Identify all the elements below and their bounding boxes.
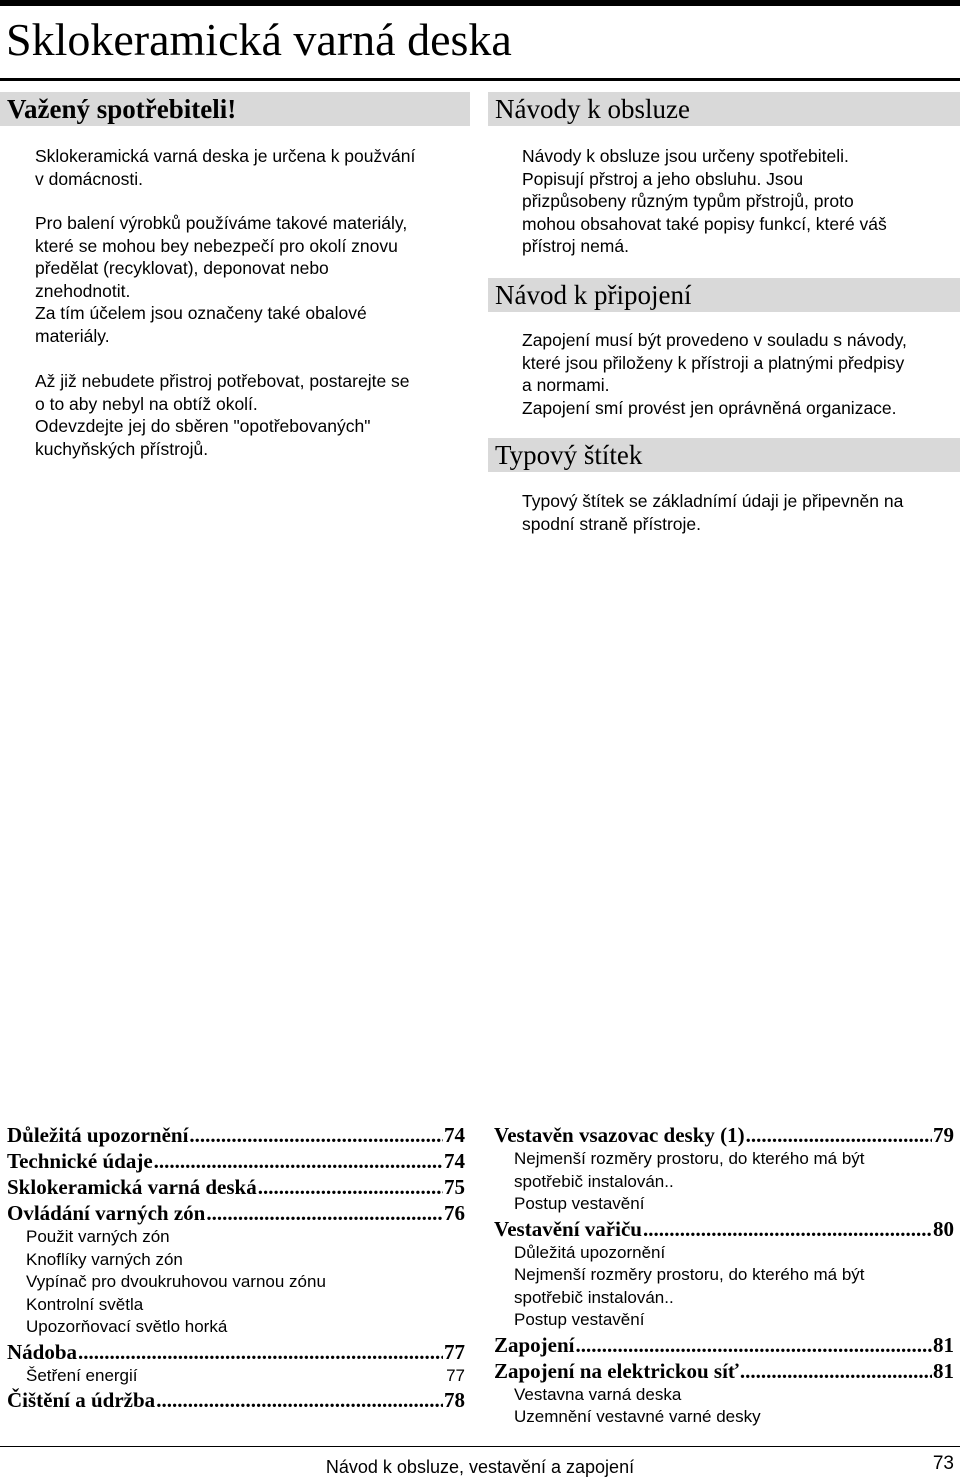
- toc-entry[interactable]: [7, 1387, 465, 1413]
- toc-entry-text: Důležitá upozornění: [7, 1123, 189, 1147]
- text-line: o to aby nebyl na obtíž okolí.: [35, 393, 258, 414]
- toc-subentry[interactable]: [7, 1365, 465, 1388]
- toc-leader-dots: [746, 1122, 932, 1148]
- paragraph-intro: [35, 145, 415, 190]
- text-line: spodní straně přístroje.: [522, 513, 701, 534]
- toc-subentry[interactable]: [494, 1193, 954, 1216]
- toc-entry-text: Vestavěn vsazovac desky (1): [494, 1123, 745, 1147]
- toc-subentry[interactable]: [494, 1309, 954, 1332]
- text-line: a normami.: [522, 375, 610, 395]
- table-of-contents-left: [7, 1122, 465, 1413]
- text-line: Za tím účelem jsou označeny také obalové: [35, 303, 367, 323]
- toc-page-number: 77: [444, 1339, 465, 1364]
- section-heading-instructions: Návody k obsluze: [488, 92, 960, 126]
- toc-page-number: 80: [933, 1216, 954, 1241]
- toc-leader-dots: [576, 1332, 932, 1358]
- text-line: přizpůsobeny různým typům přstrojů, proto: [522, 191, 854, 211]
- text-line: Sklokeramická varná deska je určena k použvání: [35, 146, 416, 166]
- text-line: Odevzdejte jej do sběren "opotřebovaných": [35, 416, 371, 436]
- toc-entry[interactable]: [7, 1200, 465, 1226]
- toc-entry[interactable]: [494, 1122, 954, 1148]
- paragraph-connection: [522, 329, 907, 419]
- toc-entry[interactable]: [494, 1332, 954, 1358]
- section-heading-connection: Návod k připojení: [488, 278, 960, 312]
- toc-entry-text: Důležitá upozornění: [514, 1242, 666, 1262]
- toc-subentry[interactable]: [494, 1264, 954, 1287]
- toc-page-number: 74: [444, 1123, 465, 1147]
- toc-entry[interactable]: [7, 1122, 465, 1148]
- toc-subentry[interactable]: [7, 1271, 465, 1294]
- toc-subentry[interactable]: [7, 1226, 465, 1249]
- toc-page-number: 78: [444, 1388, 465, 1412]
- page-number: 73: [932, 1453, 954, 1474]
- toc-entry-text: Čištění a údržba: [7, 1388, 156, 1412]
- section-heading-greeting: Važený spotřebiteli!: [0, 92, 470, 126]
- toc-entry[interactable]: [7, 1339, 465, 1365]
- toc-entry-text: Zapojení: [494, 1332, 575, 1357]
- toc-entry-text: Technické údaje: [7, 1149, 153, 1173]
- toc-leader-dots: [156, 1387, 443, 1413]
- toc-subentry[interactable]: [494, 1171, 954, 1194]
- toc-leader-dots: [154, 1148, 443, 1174]
- toc-page-number: 79: [933, 1123, 954, 1147]
- toc-entry-text: Vestavění vařiču: [494, 1216, 642, 1241]
- text-line: Návody k obsluze jsou určeny spotřebiteli.: [522, 146, 849, 166]
- toc-entry-text: Ovládání varných zón: [7, 1201, 206, 1225]
- text-line: které jsou přiloženy k přístroji a platnými předpisy: [522, 352, 905, 373]
- toc-leader-dots: [78, 1339, 443, 1365]
- toc-leader-dots: [643, 1216, 932, 1242]
- toc-entry-text: Knoflíky varných zón: [26, 1249, 183, 1269]
- toc-entry-text: Postup vestavění: [514, 1194, 645, 1213]
- toc-leader-dots: [189, 1122, 443, 1148]
- toc-entry-text: Šetření energií: [26, 1365, 138, 1385]
- toc-leader-dots: [206, 1200, 443, 1226]
- toc-entry[interactable]: [7, 1148, 465, 1174]
- text-line: Typový štítek se základnímí údaji je připevněn na: [522, 491, 904, 511]
- text-line: předělat (recyklovat), deponovat nebo: [35, 258, 329, 278]
- toc-subentry[interactable]: [7, 1294, 465, 1317]
- paragraph-packaging: [35, 212, 407, 347]
- title-rule: [0, 78, 960, 81]
- toc-entry[interactable]: [494, 1216, 954, 1242]
- toc-page-number: 74: [444, 1149, 465, 1173]
- toc-entry-text: Postup vestavění: [514, 1310, 645, 1329]
- text-line: znehodnotit.: [35, 280, 131, 301]
- section-heading-rating-plate: Typový štítek: [488, 438, 960, 472]
- text-line: Popisují přstroj a jeho obsluhu. Jsou: [522, 168, 804, 189]
- toc-subentry[interactable]: [494, 1406, 954, 1429]
- toc-entry-text: Uzemnění vestavné varné desky: [514, 1407, 761, 1426]
- toc-entry-text: Zapojení na elektrickou síť: [494, 1358, 739, 1383]
- toc-entry-text: Upozorňovací světlo horká: [26, 1317, 228, 1336]
- toc-subentry[interactable]: [7, 1316, 465, 1339]
- toc-subentry[interactable]: [494, 1287, 954, 1310]
- text-line: mohou obsahovat také popisy funkcí, které váš: [522, 213, 887, 234]
- text-line: materiály.: [35, 325, 110, 346]
- text-line: Zapojení smí provést jen oprávněná organizace.: [522, 397, 897, 418]
- toc-entry-text: spotřebič instalován..: [514, 1171, 674, 1191]
- toc-entry-text: spotřebič instalován..: [514, 1287, 674, 1307]
- toc-subentry[interactable]: [494, 1384, 954, 1407]
- toc-entry-text: Nejmenší rozměry prostoru, do kterého má být: [514, 1149, 865, 1168]
- toc-leader-dots: [258, 1174, 443, 1200]
- toc-entry-text: Nejmenší rozměry prostoru, do kterého má být: [514, 1265, 865, 1284]
- toc-entry[interactable]: [494, 1358, 954, 1384]
- toc-page-number: 75: [444, 1175, 465, 1199]
- text-line: Až již nebudete přistroj potřebovat, postarejte se: [35, 371, 410, 391]
- text-line: které se mohou bey nebezpečí pro okolí znovu: [35, 235, 398, 256]
- text-line: Zapojení musí být provedeno v souladu s návody,: [522, 330, 907, 350]
- text-line: Pro balení výrobků používáme takové materiály,: [35, 213, 408, 233]
- toc-entry-text: Sklokeramická varná deská: [7, 1175, 257, 1199]
- toc-page-number: 76: [444, 1201, 465, 1225]
- paragraph-instructions: [522, 145, 887, 258]
- toc-page-number: 81: [933, 1332, 954, 1357]
- toc-entry-text: Nádoba: [7, 1339, 78, 1364]
- toc-entry-text: Vestavna varná deska: [514, 1384, 682, 1404]
- toc-subentry[interactable]: [494, 1148, 954, 1171]
- top-rule: [0, 0, 960, 6]
- toc-page-number: 81: [933, 1358, 954, 1383]
- text-line: přístroj nemá.: [522, 236, 629, 256]
- toc-page-number: 77: [446, 1365, 465, 1385]
- footer-rule: [0, 1446, 960, 1447]
- toc-leader-dots: [740, 1358, 932, 1384]
- toc-entry-text: Kontrolní světla: [26, 1294, 144, 1314]
- table-of-contents-right: [494, 1122, 954, 1429]
- page-title: Sklokeramická varná deska: [6, 14, 512, 65]
- paragraph-rating-plate: [522, 490, 903, 535]
- paragraph-disposal: [35, 370, 410, 460]
- text-line: v domácnosti.: [35, 168, 143, 189]
- toc-entry[interactable]: [7, 1174, 465, 1200]
- toc-entry-text: Použit varných zón: [26, 1227, 170, 1246]
- toc-subentry[interactable]: [494, 1242, 954, 1265]
- toc-subentry[interactable]: [7, 1249, 465, 1272]
- footer-text: Návod k obsluze, vestavění a zapojení: [325, 1457, 635, 1477]
- toc-entry-text: Vypínač pro dvoukruhovou varnou zónu: [26, 1272, 326, 1291]
- text-line: kuchyňských přístrojů.: [35, 438, 209, 459]
